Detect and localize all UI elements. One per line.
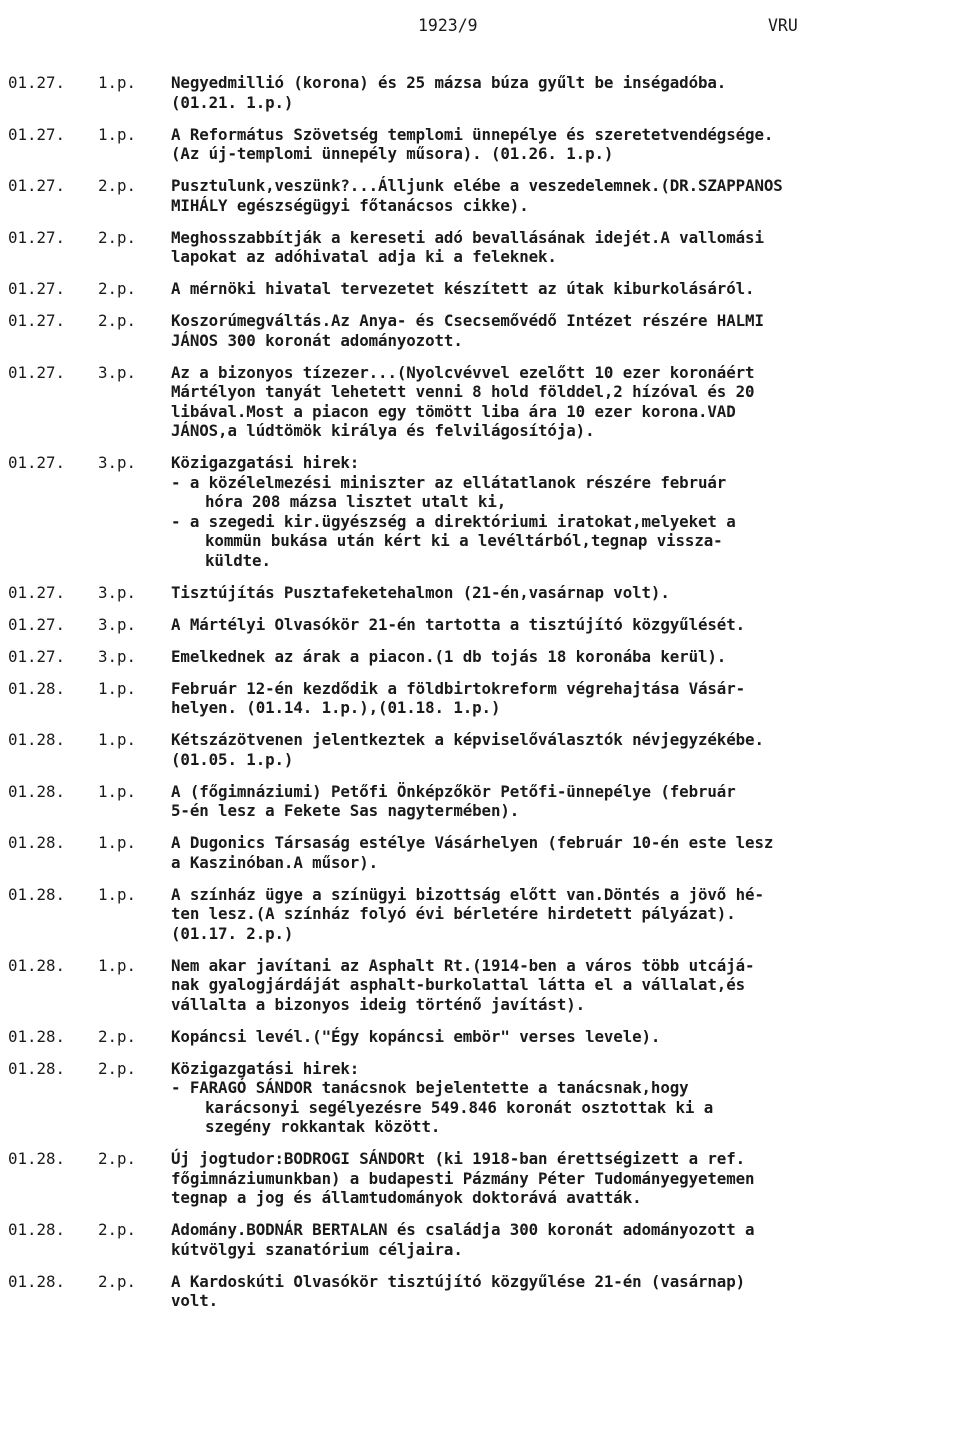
- entry-date: 01.28.: [8, 1220, 66, 1239]
- document-title: 1923/9: [418, 16, 478, 35]
- entry-date: 01.27.: [8, 124, 66, 144]
- entry-row: [8, 1220, 956, 1259]
- entry-text: [171, 782, 956, 821]
- entry-row: [8, 279, 956, 299]
- entry-line: A Kardoskúti Olvasókör tisztújító közgyűlése 21-én (vasárnap): [171, 1271, 746, 1291]
- entry-row: [8, 228, 956, 267]
- entry-text: [171, 615, 956, 635]
- entry-row: [8, 1059, 956, 1137]
- entry-page: 3.p.: [98, 614, 137, 634]
- entry-text: [171, 228, 956, 267]
- entry-line: lapokat az adóhivatal adja ki a feleknek.: [171, 247, 557, 266]
- entry-date: 01.28.: [8, 833, 66, 852]
- entry-page: 3.p.: [98, 453, 137, 472]
- entry-text: [171, 311, 956, 350]
- entry-text: [171, 1027, 956, 1047]
- entry-text: [171, 125, 956, 164]
- entry-line: Közigazgatási hirek:: [171, 1058, 360, 1078]
- entry-page: 1.p.: [98, 678, 137, 698]
- entry-date: 01.27.: [8, 73, 66, 92]
- entry-subitem: - FARAGÓ SÁNDOR tanácsnok bejelentette a tanácsnak,hogy karácsonyi segélyezésre 549.846 koronát osztottak ki a szegény rokkantak között.: [171, 1078, 714, 1136]
- entry-date: 01.28.: [8, 730, 66, 749]
- entry-line: vállalta a bizonyos ideig történő javítást).: [171, 994, 586, 1014]
- entry-line: Meghosszabbítják a kereseti adó bevallásának idejét.A vallomási: [171, 227, 764, 247]
- entry-line: 5-én lesz a Fekete Sas nagytermében).: [171, 801, 520, 820]
- entry-line: ten lesz.(A színház folyó évi bérletére hirdetett pályázat).: [171, 904, 736, 923]
- entry-date: 01.27.: [8, 227, 66, 247]
- entry-line: A Mártélyi Olvasókör 21-én tartotta a tisztújító közgyűlését.: [171, 614, 746, 634]
- entry-text: [171, 647, 956, 667]
- entry-page: 2.p.: [98, 311, 137, 330]
- entry-date: 01.28.: [8, 1058, 66, 1078]
- entry-row: [8, 885, 956, 944]
- entry-line: A (főgimnáziumi) Petőfi Önképzőkör Petőfi-ünnepélye (február: [171, 781, 736, 801]
- entry-row: [8, 363, 956, 441]
- entry-line: nak gyalogjárdáját asphalt-burkolattal látta el a vállalat,és: [171, 975, 746, 994]
- entry-date: 01.27.: [8, 646, 66, 666]
- entry-page: 1.p.: [98, 833, 137, 852]
- entry-line: JÁNOS 300 koronát adományozott.: [171, 330, 463, 350]
- entry-date: 01.27.: [8, 614, 66, 634]
- entry-text: [171, 730, 956, 769]
- entry-date: 01.28.: [8, 781, 66, 801]
- entry-line: A Dugonics Társaság estélye Vásárhelyen (február 10-én este lesz: [171, 833, 774, 852]
- entry-line: főgimnáziumunkban) a budapesti Pázmány Péter Tudományegyetemen: [171, 1168, 755, 1188]
- entry-page: 3.p.: [98, 646, 137, 666]
- entry-page: 2.p.: [98, 1271, 137, 1291]
- document-code: VRU: [768, 16, 798, 35]
- entry-date: 01.27.: [8, 176, 66, 195]
- entry-row: [8, 833, 956, 872]
- entry-date: 01.27.: [8, 582, 66, 602]
- entry-text: [171, 453, 956, 570]
- entry-row: [8, 730, 956, 769]
- entry-line: A Református Szövetség templomi ünnepélye és szeretetvendégsége.: [171, 124, 774, 144]
- entry-page: 2.p.: [98, 1220, 137, 1239]
- page-header: [0, 16, 960, 46]
- entry-row: [8, 453, 956, 570]
- entry-text: [171, 1272, 956, 1311]
- entry-text: [171, 176, 956, 215]
- entry-row: [8, 311, 956, 350]
- entry-row: [8, 615, 956, 635]
- entry-list: [8, 73, 956, 1323]
- entry-row: [8, 956, 956, 1015]
- entry-line: Adomány.BODNÁR BERTALAN és családja 300 koronát adományozott a: [171, 1220, 755, 1239]
- entry-line: (Az új-templomi ünnepély műsora). (01.26. 1.p.): [171, 144, 614, 163]
- entry-page: 2.p.: [98, 227, 137, 247]
- entry-row: [8, 647, 956, 667]
- entry-line: kútvölgyi szanatórium céljaira.: [171, 1239, 463, 1259]
- entry-text: [171, 833, 956, 872]
- entry-text: [171, 1220, 956, 1259]
- entry-row: [8, 125, 956, 164]
- entry-date: 01.28.: [8, 884, 66, 904]
- entry-line: tegnap a jog és államtudományok doktorává avatták.: [171, 1188, 642, 1207]
- entry-line: Február 12-én kezdődik a földbirtokreform végrehajtása Vásár-: [171, 678, 746, 698]
- entry-text: [171, 73, 956, 112]
- entry-date: 01.27.: [8, 362, 66, 382]
- entry-row: [8, 1272, 956, 1311]
- entry-date: 01.27.: [8, 311, 66, 330]
- entry-date: 01.28.: [8, 1149, 66, 1168]
- entry-row: [8, 1149, 956, 1208]
- entry-page: 2.p.: [98, 1026, 137, 1046]
- entry-line: libával.Most a piacon egy tömött liba ára 10 ezer korona.VAD: [171, 401, 736, 421]
- entry-line: a Kaszinóban.A műsor).: [171, 852, 379, 872]
- entry-line: Közigazgatási hirek:: [171, 453, 360, 472]
- entry-page: 2.p.: [98, 1149, 137, 1168]
- entry-text: [171, 279, 956, 299]
- entry-row: [8, 176, 956, 215]
- entry-page: 1.p.: [98, 124, 137, 144]
- entry-line: Pusztulunk,veszünk?...Álljunk elébe a veszedelemnek.(DR.SZAPPANOS: [171, 176, 783, 195]
- entry-date: 01.28.: [8, 1026, 66, 1046]
- entry-page: 3.p.: [98, 582, 137, 602]
- entry-row: [8, 782, 956, 821]
- entry-row: [8, 583, 956, 603]
- entry-date: 01.28.: [8, 678, 66, 698]
- entry-line: Az a bizonyos tízezer...(Nyolcvévvel ezelőtt 10 ezer koronáért: [171, 362, 755, 382]
- entry-line: Kopáncsi levél.("Égy kopáncsi embör" verses levele).: [171, 1026, 661, 1046]
- entry-text: [171, 885, 956, 944]
- entry-line: Új jogtudor:BODROGI SÁNDORt (ki 1918-ban érettségizett a ref.: [171, 1149, 746, 1168]
- entry-line: volt.: [171, 1291, 219, 1310]
- entry-subitem: - a szegedi kir.ügyészség a direktóriumi iratokat,melyeket a kommün bukása után kért ki a levéltárból,tegnap vissza- küldte.: [171, 511, 736, 570]
- entry-page: 1.p.: [98, 955, 137, 975]
- entry-line: Kétszázötvenen jelentkeztek a képviselőválasztók névjegyzékébe.: [171, 730, 764, 749]
- entry-page: 1.p.: [98, 781, 137, 801]
- entry-line: Mártélyon tanyát lehetett venni 8 hold földdel,2 hízóval és 20: [171, 382, 755, 401]
- entry-line: Koszorúmegváltás.Az Anya- és Csecsemővédő Intézet részére HALMI: [171, 311, 764, 330]
- entry-page: 1.p.: [98, 73, 137, 92]
- entry-page: 1.p.: [98, 884, 137, 904]
- entry-line: MIHÁLY egészségügyi főtanácsos cikke).: [171, 195, 529, 215]
- entry-text: [171, 956, 956, 1015]
- entry-date: 01.28.: [8, 955, 66, 975]
- entry-date: 01.27.: [8, 279, 66, 298]
- entry-row: [8, 1027, 956, 1047]
- entry-page: 1.p.: [98, 730, 137, 749]
- entry-page: 3.p.: [98, 362, 137, 382]
- entry-line: (01.21. 1.p.): [171, 92, 294, 112]
- entry-text: [171, 679, 956, 718]
- entry-page: 2.p.: [98, 176, 137, 195]
- entry-line: JÁNOS,a lúdtömök királya és felvilágosítója).: [171, 421, 595, 440]
- entry-line: Nem akar javítani az Asphalt Rt.(1914-ben a város több utcájá-: [171, 955, 755, 975]
- entry-line: helyen. (01.14. 1.p.),(01.18. 1.p.): [171, 698, 501, 717]
- entry-date: 01.28.: [8, 1271, 66, 1291]
- entry-line: (01.05. 1.p.): [171, 749, 294, 769]
- entry-line: Emelkednek az árak a piacon.(1 db tojás 18 koronába kerül).: [171, 646, 727, 666]
- entry-text: [171, 1059, 956, 1137]
- entry-text: [171, 363, 956, 441]
- entry-line: Negyedmillió (korona) és 25 mázsa búza gyűlt be inségadóba.: [171, 73, 727, 92]
- entry-page: 2.p.: [98, 1058, 137, 1078]
- entry-line: A színház ügye a színügyi bizottság előtt van.Döntés a jövő hé-: [171, 884, 764, 904]
- entry-line: Tisztújítás Pusztafeketehalmon (21-én,vasárnap volt).: [171, 582, 670, 602]
- entry-line: A mérnöki hivatal tervezetet készített az útak kiburkolásáról.: [171, 279, 755, 298]
- entry-date: 01.27.: [8, 453, 66, 472]
- entry-row: [8, 73, 956, 112]
- entry-row: [8, 679, 956, 718]
- entry-page: 2.p.: [98, 279, 137, 298]
- entry-line: (01.17. 2.p.): [171, 923, 294, 943]
- entry-text: [171, 583, 956, 603]
- entry-subitem: - a közélelmezési miniszter az ellátatlanok részére február hóra 208 mázsa lisztet utalt ki,: [171, 472, 727, 511]
- entry-text: [171, 1149, 956, 1208]
